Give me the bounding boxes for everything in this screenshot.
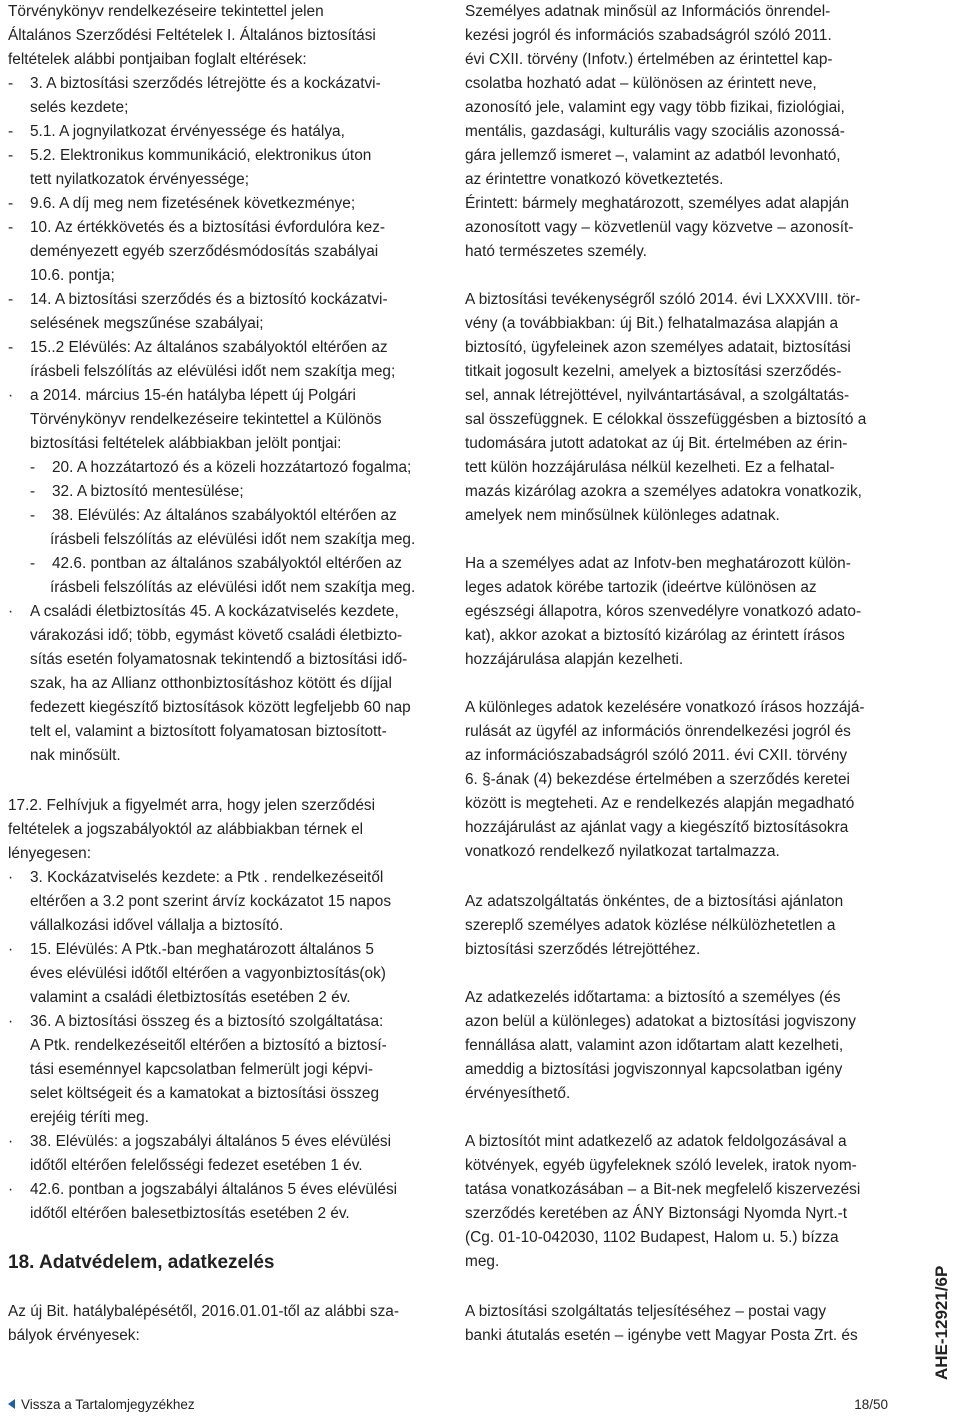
document-code: AHE-12921/6P <box>932 1265 951 1380</box>
text-line: Az adatkezelés időtartama: a biztosító a személyes (és <box>465 989 841 1006</box>
text-line: várakozási idő; több, egymást követő családi életbizto- <box>30 627 403 644</box>
list-item: · a 2014. március 15-én hatályba lépett új Polgári <box>8 384 356 408</box>
text-line: tudomására jutott adatokat az új Bit. értelmében az érin- <box>465 435 848 452</box>
list-item: - 38. Elévülés: Az általános szabályoktól eltérően az <box>30 504 397 528</box>
list-item: · 3. Kockázatviselés kezdete: a Ptk . rendelkezéseitől <box>8 866 383 890</box>
text-line: nak minősült. <box>30 747 121 764</box>
text-line: érvényesíthető. <box>465 1085 571 1102</box>
text-line: lényegesen: <box>8 845 92 862</box>
text-line: szak, ha az Allianz otthonbiztosításhoz kötött és díjjal <box>30 675 392 692</box>
text-line: A különleges adatok kezelésére vonatkozó írásos hozzájá- <box>465 699 865 716</box>
text-line: vény (a továbbiakban: új Bit.) felhatalmazása alapján a <box>465 315 839 332</box>
text-line: mentális, gazdasági, kulturális vagy szociális azonossá- <box>465 123 845 140</box>
dash-marker: - <box>30 483 36 500</box>
text-line: fennállása alatt, valamint azon időtartam alatt kezelheti, <box>465 1037 844 1054</box>
text-line: tási eseménnyel kapcsolatban felmerült jogi képvi- <box>30 1061 374 1078</box>
dash-marker: - <box>8 291 14 308</box>
text-line: írásbeli felszólítás az elévülési időt nem szakítja meg. <box>50 531 416 548</box>
text-line: leges adatok körébe tartozik (ideértve különösen az <box>465 579 817 596</box>
text-line: meg. <box>465 1253 500 1270</box>
text-line: tatása vonatkozásában – a Bit-nek megfelelő kiszervezési <box>465 1181 861 1198</box>
text-line: időtől eltérően balesetbiztosítás esetében 2 év. <box>30 1205 350 1222</box>
dash-marker: - <box>30 507 36 524</box>
text-line: A biztosítási szolgáltatás teljesítéséhez – postai vagy <box>465 1303 827 1320</box>
text-line: azonosított vagy – közvetlenül vagy közvetve – azonosít- <box>465 219 854 236</box>
text-line: feltételek alábbi pontjaiban foglalt eltérések: <box>8 51 307 68</box>
text-line: gára jellemző ismeret –, valamint az adatból levonható, <box>465 147 841 164</box>
text-line: rulását az ügyfél az információs önrendelkezési jogról és <box>465 723 851 740</box>
section-heading: 18. Adatvédelem, adatkezelés <box>8 1252 275 1273</box>
text-line: hozzájárulást az ajánlat vagy a kiegészítő biztosításokra <box>465 819 849 836</box>
text-line: banki átutalás esetén – igénybe vett Magyar Posta Zrt. és <box>465 1327 858 1344</box>
text-line: ameddig a biztosítási jogviszonnyal kapcsolatban igény <box>465 1061 843 1078</box>
text-line: tett külön hozzájárulása nélkül kezelheti. Ez a felhatal- <box>465 459 835 476</box>
text-line: Az adatszolgáltatás önkéntes, de a biztosítási ajánlaton <box>465 893 844 910</box>
dash-marker: - <box>8 123 14 140</box>
text-line: szereplő személyes adatok közlése nélkülözhetetlen a <box>465 917 836 934</box>
text-line: selet költségeit és a kamatokat a biztosítási összeg <box>30 1085 380 1102</box>
text-line: időtől eltérően felelősségi fedezet esetében 1 év. <box>30 1157 363 1174</box>
dash-marker: - <box>8 75 14 92</box>
text-line: sel, annak létrejöttével, nyilvántartásával, a szolgáltatás- <box>465 387 850 404</box>
list-item: - 14. A biztosítási szerződés és a biztosító kockázatvi- <box>8 288 388 312</box>
list-item: - 9.6. A díj meg nem fizetésének következménye; <box>8 192 355 216</box>
text-line: biztosító, ügyfeleinek azon személyes adatait, biztosítási <box>465 339 851 356</box>
bullet-marker: · <box>8 603 14 620</box>
text-line: sítás esetén folyamatosnak tekintendő a biztosítási idő- <box>30 651 408 668</box>
text-line: kezési jogról és információs szabadságról szóló 2011. <box>465 27 832 44</box>
bullet-marker: · <box>8 1133 14 1150</box>
text-line: Törvénykönyv rendelkezéseire tekintettel jelen <box>8 3 324 20</box>
text-line: mazás kizárólag azokra a személyes adatokra vonatkozik, <box>465 483 862 500</box>
text-line: Törvénykönyv rendelkezéseire tekintettel a Különös <box>30 411 382 428</box>
list-item: - 42.6. pontban az általános szabályoktól eltérően az <box>30 552 402 576</box>
list-item: - 5.2. Elektronikus kommunikáció, elektronikus úton <box>8 144 371 168</box>
text-line: éves elévülési időtől eltérően a vagyonbiztosítás(ok) <box>30 965 386 982</box>
text-line: titkait jogosult kezelni, amelyek a biztosítási szerződés- <box>465 363 842 380</box>
text-line: írásbeli felszólítás az elévülési időt nem szakítja meg; <box>30 363 396 380</box>
text-line: fedezett kiegészítő biztosítások között legfeljebb 60 nap <box>30 699 411 716</box>
text-line: Érintett: bármely meghatározott, személyes adat alapján <box>465 195 850 212</box>
text-line: deményezett egyéb szerződésmódosítás szabályai <box>30 243 379 260</box>
text-line: sal összefüggnek. E célokkal összefüggésben a biztosító a <box>465 411 867 428</box>
text-line: selésének megszűnése szabályai; <box>30 315 264 332</box>
text-line: évi CXII. törvény (Infotv.) értelmében az érintettel kap- <box>465 51 833 68</box>
text-line: selés kezdete; <box>30 99 129 116</box>
text-line: Az új Bit. hatálybalépésétől, 2016.01.01-től az alábbi sza- <box>8 1303 399 1320</box>
bullet-marker: · <box>8 941 14 958</box>
list-item: - 20. A hozzátartozó és a közeli hozzátartozó fogalma; <box>30 456 411 480</box>
text-line: amelyek nem minősülnek különleges adatnak. <box>465 507 780 524</box>
list-item: - 5.1. A jognyilatkozat érvényessége és hatálya, <box>8 120 345 144</box>
text-line: csolatba hozható adat – különösen az érintett neve, <box>465 75 817 92</box>
triangle-left-icon <box>8 1399 15 1409</box>
text-line: Személyes adatnak minősül az Információs önrendel- <box>465 3 831 20</box>
back-link-label: Vissza a Tartalomjegyzékhez <box>21 1397 195 1412</box>
text-line: biztosítási feltételek alábbiakban jelölt pontjai: <box>30 435 342 452</box>
dash-marker: - <box>8 339 14 356</box>
text-line: kat), akkor azokat a biztosító kizárólag az érintett írásos <box>465 627 845 644</box>
text-line: erejéig téríti meg. <box>30 1109 149 1126</box>
dash-marker: - <box>8 195 14 212</box>
text-line: A biztosítási tevékenységről szóló 2014. évi LXXXVIII. tör- <box>465 291 861 308</box>
dash-marker: - <box>8 219 14 236</box>
page-footer <box>8 1395 888 1415</box>
bullet-marker: · <box>8 1181 14 1198</box>
dash-marker: - <box>30 555 36 572</box>
text-line: A Ptk. rendelkezéseitől eltérően a biztosító a biztosí- <box>30 1037 387 1054</box>
text-line: az érintettre vonatkozó következtetés. <box>465 171 724 188</box>
list-item: · 36. A biztosítási összeg és a biztosító szolgáltatása: <box>8 1010 383 1034</box>
bullet-marker: · <box>8 869 14 886</box>
text-line: 6. §-ának (4) bekezdése értelmében a szerződés keretei <box>465 771 850 788</box>
text-line: írásbeli felszólítás az elévülési időt nem szakítja meg. <box>50 579 416 596</box>
list-item: - 10. Az értékkövetés és a biztosítási évfordulóra kez- <box>8 216 385 240</box>
text-line: Általános Szerződési Feltételek I. Általános biztosítási <box>8 27 376 44</box>
list-item: - 32. A biztosító mentesülése; <box>30 480 244 504</box>
text-line: Ha a személyes adat az Infotv-ben meghatározott külön- <box>465 555 851 572</box>
text-line: szerződés keretében az ÁNY Biztonsági Nyomda Nyrt.-t <box>465 1205 848 1222</box>
list-item: - 15..2 Elévülés: Az általános szabályoktól eltérően az <box>8 336 388 360</box>
text-line: között is megteheti. Az e rendelkezés alapján megadható <box>465 795 855 812</box>
text-line: (Cg. 01-10-042030, 1102 Budapest, Halom u. 5.) bízza <box>465 1229 839 1246</box>
list-item: · 42.6. pontban a jogszabályi általános 5 éves elévülési <box>8 1178 397 1202</box>
text-line: azon belül a különleges) adatokat a biztosítási jogviszony <box>465 1013 856 1030</box>
bullet-marker: · <box>8 1013 14 1030</box>
text-line: biztosítási szerződés létrejöttéhez. <box>465 941 701 958</box>
back-to-contents-link[interactable] <box>8 1395 195 1415</box>
dash-marker: - <box>8 147 14 164</box>
text-line: 17.2. Felhívjuk a figyelmét arra, hogy jelen szerződési <box>8 797 375 814</box>
text-line: A biztosítót mint adatkezelő az adatok feldolgozásával a <box>465 1133 847 1150</box>
text-line: hozzájárulása alapján kezelheti. <box>465 651 684 668</box>
text-line: telt el, valamint a biztosított folyamatosan biztosított- <box>30 723 387 740</box>
text-line: tett nyilatkozatok érvényessége; <box>30 171 250 188</box>
text-line: vállalkozási idővel vállalja a biztosító. <box>30 917 284 934</box>
text-line: kötvények, egyéb ügyfeleknek szóló levelek, iratok nyom- <box>465 1157 857 1174</box>
list-item: - 3. A biztosítási szerződés létrejötte és a kockázatvi- <box>8 72 381 96</box>
list-item: · 15. Elévülés: A Ptk.-ban meghatározott általános 5 <box>8 938 374 962</box>
text-line: ható természetes személy. <box>465 243 647 260</box>
page-number: 18/50 <box>854 1397 888 1412</box>
bullet-marker: · <box>8 387 14 404</box>
text-line: vonatkozó rendelkező nyilatkozat tartalmazza. <box>465 843 780 860</box>
text-line: eltérően a 3.2 pont szerint árvíz kockázatot 15 napos <box>30 893 392 910</box>
list-item: · 38. Elévülés: a jogszabályi általános 5 éves elévülési <box>8 1130 391 1154</box>
text-line: 10.6. pontja; <box>30 267 115 284</box>
text-line: valamint a családi életbiztosítás esetében 2 év. <box>30 989 351 1006</box>
text-line: feltételek a jogszabályoktól az alábbiakban térnek el <box>8 821 364 838</box>
dash-marker: - <box>30 459 36 476</box>
text-line: azonosító jele, valamint egy vagy több fizikai, fiziológiai, <box>465 99 845 116</box>
text-line: az információszabadságról szóló 2011. évi CXII. törvény <box>465 747 848 764</box>
text-line: bályok érvényesek: <box>8 1327 140 1344</box>
list-item: · A családi életbiztosítás 45. A kockázatviselés kezdete, <box>8 600 399 624</box>
text-line: egészségi állapotra, kóros szenvedélyre vonatkozó adato- <box>465 603 862 620</box>
